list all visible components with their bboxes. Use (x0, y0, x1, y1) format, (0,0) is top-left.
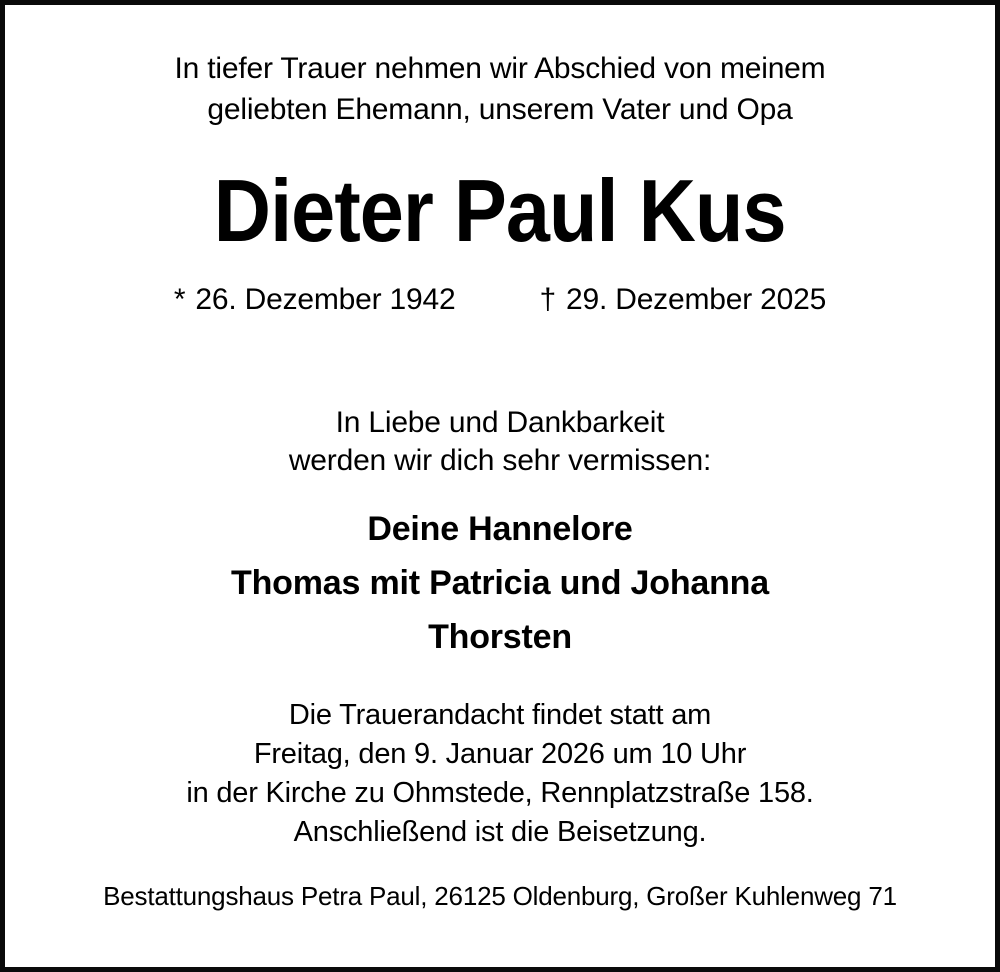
service-line-3: in der Kirche zu Ohmstede, Rennplatzstraße 158. (186, 777, 814, 809)
deceased-name-text: Dieter Paul Kus (214, 161, 786, 260)
birth-date-text: 26. Dezember 1942 (195, 283, 456, 316)
death-dagger-symbol: † (539, 283, 556, 316)
verse-line-2: werden wir dich sehr vermissen: (288, 444, 712, 477)
intro-line-2: geliebten Ehemann, unserem Vater und Opa (207, 93, 793, 126)
intro-text (45, 48, 955, 130)
mourner-name: Deine Hannelore (367, 510, 633, 548)
funeral-home-line: Bestattungshaus Petra Paul, 26125 Oldenburg, Großer Kuhlenweg 71 (103, 881, 897, 911)
service-details (35, 696, 965, 852)
birth-star-symbol: * (173, 283, 186, 316)
death-date (539, 282, 826, 318)
service-line-1: Die Trauerandacht findet statt am (288, 699, 712, 731)
intro-line-1: In tiefer Trauer nehmen wir Abschied von meinem (174, 52, 826, 85)
verse-line-1: In Liebe und Dankbarkeit (335, 406, 665, 439)
death-date-text: 29. Dezember 2025 (565, 283, 827, 316)
mourner-name: Thorsten (428, 618, 572, 656)
verse-text (45, 404, 955, 480)
birth-date (174, 282, 456, 318)
mourner-name: Thomas mit Patricia und Johanna (231, 564, 769, 602)
service-line-4: Anschließend ist die Beisetzung. (293, 816, 707, 848)
mourners-list (5, 502, 995, 664)
service-line-2: Freitag, den 9. Januar 2026 um 10 Uhr (253, 738, 747, 770)
life-dates (5, 282, 995, 318)
deceased-name (5, 161, 995, 260)
